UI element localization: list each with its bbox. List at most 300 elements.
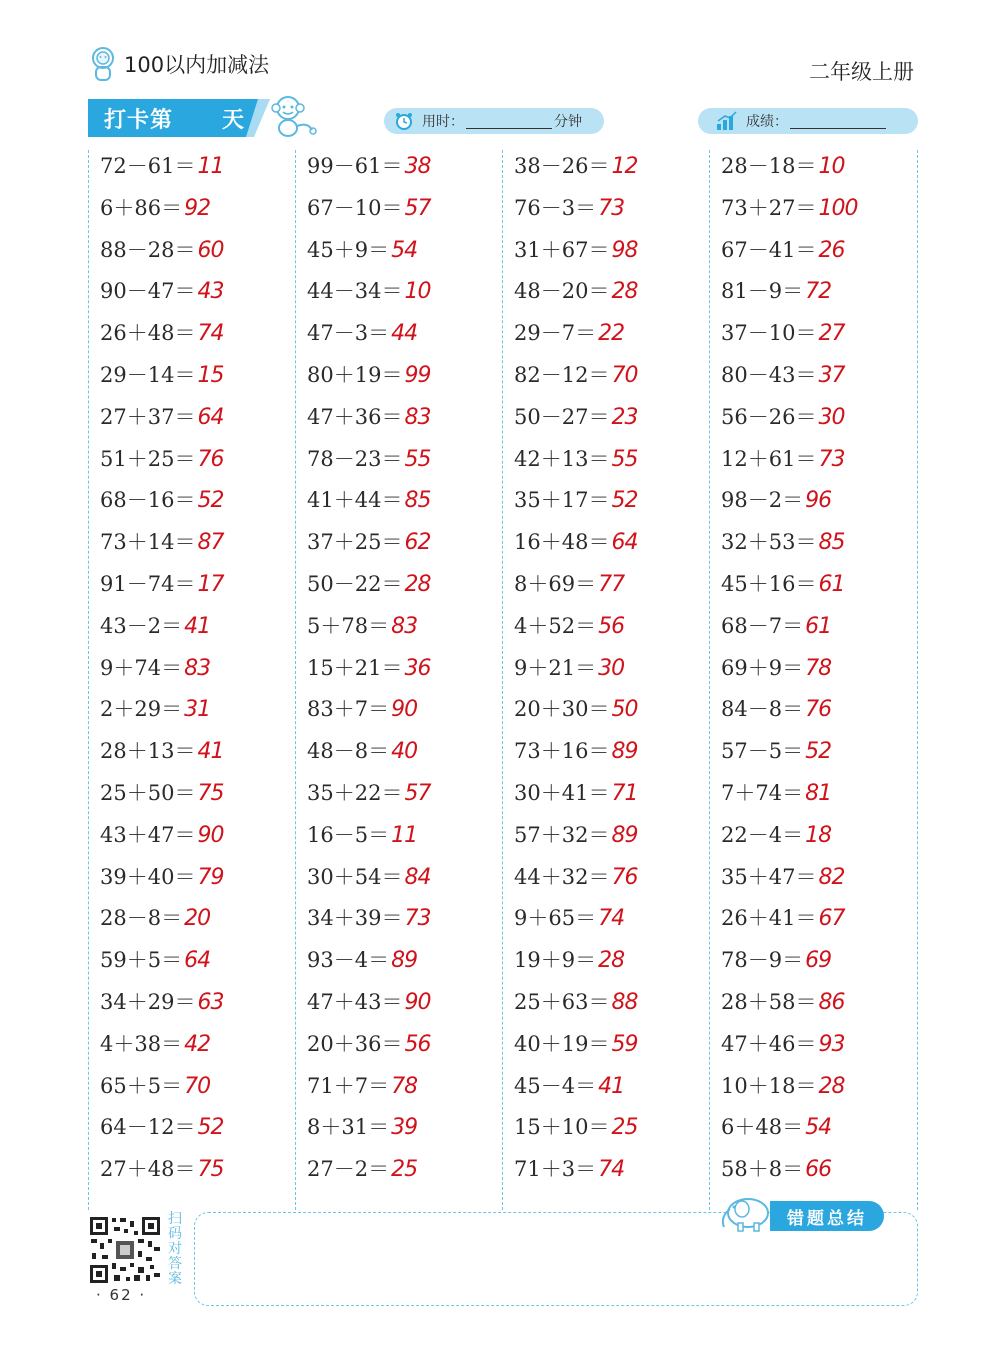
equation-expression: 78－23＝ xyxy=(307,446,403,471)
equation-expression: 45＋9＝ xyxy=(307,237,390,262)
handwritten-answer: 89 xyxy=(391,948,418,974)
equation-expression: 12＋61＝ xyxy=(721,446,817,471)
equation-row xyxy=(307,1028,430,1064)
handwritten-answer: 75 xyxy=(197,781,224,806)
equation-expression: 27＋48＝ xyxy=(100,1157,196,1182)
equation-row xyxy=(307,693,417,729)
equation-row xyxy=(307,819,417,855)
handwritten-answer: 71 xyxy=(611,781,638,806)
handwritten-answer: 56 xyxy=(598,613,625,639)
handwritten-answer: 22 xyxy=(598,321,625,347)
equation-row xyxy=(307,150,430,186)
equation-row xyxy=(307,568,430,604)
equation-expression: 73＋27＝ xyxy=(721,195,817,220)
equation-expression: 15＋10＝ xyxy=(514,1115,610,1140)
equation-row xyxy=(721,1111,831,1147)
handwritten-answer: 84 xyxy=(404,864,431,890)
handwritten-answer: 66 xyxy=(805,1157,832,1183)
equation-row xyxy=(100,861,223,897)
equation-row xyxy=(514,359,637,395)
column-divider xyxy=(917,150,918,1210)
equation-expression: 16－5＝ xyxy=(307,822,390,847)
handwritten-answer: 64 xyxy=(611,530,638,556)
equation-expression: 68－16＝ xyxy=(100,488,196,513)
equation-expression: 99－61＝ xyxy=(307,154,403,178)
equation-expression: 28＋13＝ xyxy=(100,739,196,764)
equation-expression: 91－74＝ xyxy=(100,572,196,596)
equation-row xyxy=(721,652,831,688)
handwritten-answer: 82 xyxy=(818,864,845,890)
equation-row xyxy=(100,652,210,688)
equation-expression: 47＋36＝ xyxy=(307,404,403,429)
equation-expression: 57－5＝ xyxy=(721,739,804,764)
equation-row xyxy=(721,819,831,855)
mistake-summary-tab xyxy=(770,1201,884,1231)
equation-expression: 81－9＝ xyxy=(721,279,804,304)
equation-expression: 58＋8＝ xyxy=(721,1157,804,1182)
equation-expression: 32＋53＝ xyxy=(721,530,817,555)
equation-expression: 80＋19＝ xyxy=(307,363,403,387)
equation-row xyxy=(514,526,637,562)
equation-row xyxy=(100,1111,223,1147)
equation-expression: 78－9＝ xyxy=(721,948,804,973)
handwritten-answer: 100 xyxy=(818,195,858,221)
equation-expression: 82－12＝ xyxy=(514,363,610,387)
equation-row xyxy=(100,944,210,980)
handwritten-answer: 52 xyxy=(805,739,832,765)
equation-expression: 27＋37＝ xyxy=(100,404,196,429)
equation-row xyxy=(100,1070,210,1106)
equation-expression: 59＋5＝ xyxy=(100,948,183,973)
equation-row xyxy=(307,401,430,437)
equation-row xyxy=(721,568,844,604)
equation-expression: 2＋29＝ xyxy=(100,697,183,722)
equation-row xyxy=(721,610,831,646)
handwritten-answer: 28 xyxy=(598,948,625,974)
equation-expression: 38－26＝ xyxy=(514,154,610,178)
grade-label: 二年级上册 xyxy=(809,60,914,84)
equation-expression: 29－7＝ xyxy=(514,321,597,346)
equation-row xyxy=(307,986,430,1022)
equation-row xyxy=(721,1153,831,1189)
equation-row xyxy=(514,568,624,604)
handwritten-answer: 41 xyxy=(598,1073,625,1099)
equation-row xyxy=(514,150,637,186)
equation-expression: 84－8＝ xyxy=(721,697,804,722)
equation-expression: 48－8＝ xyxy=(307,739,390,764)
handwritten-answer: 99 xyxy=(404,363,431,388)
equation-row xyxy=(721,735,831,771)
equation-expression: 71＋3＝ xyxy=(514,1157,597,1182)
equation-row xyxy=(100,819,223,855)
time-blank-line xyxy=(466,114,552,129)
equation-row xyxy=(514,1111,637,1147)
handwritten-answer: 25 xyxy=(391,1157,418,1183)
handwritten-answer: 54 xyxy=(391,237,418,263)
column-divider xyxy=(502,150,503,1210)
handwritten-answer: 28 xyxy=(404,572,431,597)
equation-expression: 6＋48＝ xyxy=(721,1115,804,1140)
handwritten-answer: 57 xyxy=(404,195,431,221)
equation-row xyxy=(100,150,223,186)
handwritten-answer: 20 xyxy=(184,906,211,932)
handwritten-answer: 52 xyxy=(197,488,224,514)
equation-row xyxy=(721,1028,844,1064)
equation-expression: 7＋74＝ xyxy=(721,781,804,805)
equation-row xyxy=(514,986,637,1022)
equation-row xyxy=(514,401,637,437)
handwritten-answer: 92 xyxy=(184,195,211,221)
page-number: · 62 · xyxy=(96,1286,147,1304)
equation-expression: 73＋14＝ xyxy=(100,530,196,555)
handwritten-answer: 15 xyxy=(197,363,224,388)
handwritten-answer: 59 xyxy=(611,1031,638,1057)
monkey-mascot-icon xyxy=(268,94,318,138)
handwritten-answer: 61 xyxy=(818,572,845,597)
equation-expression: 30＋41＝ xyxy=(514,781,610,805)
equation-expression: 40＋19＝ xyxy=(514,1031,610,1056)
handwritten-answer: 74 xyxy=(598,906,625,932)
handwritten-answer: 90 xyxy=(197,822,224,848)
equation-expression: 57＋32＝ xyxy=(514,822,610,847)
equation-row xyxy=(514,1153,624,1189)
equation-row xyxy=(514,902,624,938)
equation-expression: 43－2＝ xyxy=(100,613,183,638)
equation-row xyxy=(721,234,844,270)
handwritten-answer: 88 xyxy=(611,990,638,1015)
book-title: 100以内加减法 xyxy=(124,53,270,77)
handwritten-answer: 28 xyxy=(818,1073,845,1099)
equation-row xyxy=(721,986,844,1022)
time-label: 用时： xyxy=(422,114,464,130)
handwritten-answer: 89 xyxy=(611,739,638,765)
bar-chart-icon xyxy=(716,111,738,131)
column-divider xyxy=(88,150,89,1210)
equation-row xyxy=(514,443,637,479)
equation-expression: 30＋54＝ xyxy=(307,864,403,889)
handwritten-answer: 86 xyxy=(818,990,845,1015)
equation-row xyxy=(307,652,430,688)
handwritten-answer: 73 xyxy=(404,906,431,932)
handwritten-answer: 74 xyxy=(197,321,224,347)
mistake-summary-label: 错题总结 xyxy=(787,1208,867,1229)
equation-row xyxy=(721,944,831,980)
equation-expression: 83＋7＝ xyxy=(307,697,390,722)
handwritten-answer: 81 xyxy=(805,781,832,806)
time-used-field xyxy=(384,108,604,134)
score-label: 成绩： xyxy=(746,114,788,130)
handwritten-answer: 41 xyxy=(197,739,224,765)
equation-expression: 16＋48＝ xyxy=(514,530,610,555)
handwritten-answer: 43 xyxy=(197,279,224,305)
handwritten-answer: 76 xyxy=(611,864,638,890)
equation-expression: 90－47＝ xyxy=(100,279,196,304)
equation-expression: 71＋7＝ xyxy=(307,1073,390,1098)
equation-row xyxy=(307,234,417,270)
handwritten-answer: 36 xyxy=(404,655,431,681)
equation-row xyxy=(307,1153,417,1189)
equation-row xyxy=(307,861,430,897)
handwritten-answer: 67 xyxy=(818,906,845,932)
equation-expression: 45－4＝ xyxy=(514,1073,597,1098)
equation-expression: 8＋31＝ xyxy=(307,1115,390,1140)
handwritten-answer: 69 xyxy=(805,948,832,974)
equation-row xyxy=(100,986,223,1022)
handwritten-answer: 90 xyxy=(404,990,431,1015)
equation-row xyxy=(307,192,430,228)
equation-row xyxy=(721,192,857,228)
equation-expression: 20＋36＝ xyxy=(307,1031,403,1056)
equation-expression: 35＋17＝ xyxy=(514,488,610,513)
equation-row xyxy=(307,275,430,311)
equation-expression: 10＋18＝ xyxy=(721,1073,817,1098)
handwritten-answer: 61 xyxy=(805,613,832,639)
handwritten-answer: 76 xyxy=(805,697,832,723)
equation-expression: 73＋16＝ xyxy=(514,739,610,764)
book-header xyxy=(88,46,269,82)
equation-row xyxy=(721,1070,844,1106)
handwritten-answer: 38 xyxy=(404,154,431,179)
equation-expression: 48－20＝ xyxy=(514,279,610,304)
equation-expression: 56－26＝ xyxy=(721,404,817,429)
handwritten-answer: 23 xyxy=(611,404,638,430)
handwritten-answer: 72 xyxy=(805,279,832,305)
lion-mascot-icon xyxy=(88,46,118,82)
equation-expression: 9＋65＝ xyxy=(514,906,597,931)
equation-expression: 27－2＝ xyxy=(307,1157,390,1182)
equation-expression: 41＋44＝ xyxy=(307,488,403,513)
equation-row xyxy=(721,359,844,395)
equation-expression: 80－43＝ xyxy=(721,363,817,387)
handwritten-answer: 50 xyxy=(611,697,638,723)
equation-expression: 47＋43＝ xyxy=(307,990,403,1014)
equation-row xyxy=(721,902,844,938)
equation-row xyxy=(721,150,844,186)
handwritten-answer: 28 xyxy=(611,279,638,305)
equation-row xyxy=(514,735,637,771)
equation-expression: 51＋25＝ xyxy=(100,446,196,471)
equation-expression: 42＋13＝ xyxy=(514,446,610,471)
handwritten-answer: 30 xyxy=(598,655,625,681)
equation-row xyxy=(721,401,844,437)
handwritten-answer: 60 xyxy=(197,237,224,263)
equation-row xyxy=(100,902,210,938)
equation-expression: 50－27＝ xyxy=(514,404,610,429)
equation-row xyxy=(100,1028,210,1064)
equation-row xyxy=(100,777,223,813)
handwritten-answer: 83 xyxy=(184,655,211,681)
equation-row xyxy=(100,693,210,729)
column-divider xyxy=(709,150,710,1210)
equation-expression: 64－12＝ xyxy=(100,1115,196,1140)
equation-row xyxy=(514,234,637,270)
equation-expression: 69＋9＝ xyxy=(721,655,804,680)
equation-expression: 88－28＝ xyxy=(100,237,196,262)
handwritten-answer: 76 xyxy=(197,446,224,472)
handwritten-answer: 25 xyxy=(611,1115,638,1141)
qr-code-icon[interactable] xyxy=(88,1215,162,1285)
handwritten-answer: 56 xyxy=(404,1031,431,1057)
equation-expression: 15＋21＝ xyxy=(307,655,403,680)
handwritten-answer: 78 xyxy=(391,1073,418,1099)
equation-expression: 98－2＝ xyxy=(721,488,804,513)
handwritten-answer: 52 xyxy=(197,1115,224,1141)
equation-row xyxy=(721,777,831,813)
handwritten-answer: 77 xyxy=(598,572,625,597)
equation-row xyxy=(100,568,223,604)
equation-expression: 31＋67＝ xyxy=(514,237,610,262)
equation-row xyxy=(100,735,223,771)
equation-expression: 37＋25＝ xyxy=(307,530,403,555)
equation-expression: 93－4＝ xyxy=(307,948,390,973)
equation-expression: 9＋21＝ xyxy=(514,655,597,680)
handwritten-answer: 70 xyxy=(611,363,638,388)
handwritten-answer: 96 xyxy=(805,488,832,514)
handwritten-answer: 26 xyxy=(818,237,845,263)
column-divider xyxy=(295,150,296,1210)
equation-row xyxy=(514,652,624,688)
handwritten-answer: 83 xyxy=(404,404,431,430)
handwritten-answer: 63 xyxy=(197,990,224,1015)
handwritten-answer: 12 xyxy=(611,154,638,179)
equation-row xyxy=(514,317,624,353)
handwritten-answer: 79 xyxy=(197,864,224,890)
equation-expression: 44＋32＝ xyxy=(514,864,610,889)
handwritten-answer: 10 xyxy=(404,279,431,305)
equation-expression: 68－7＝ xyxy=(721,613,804,638)
handwritten-answer: 11 xyxy=(197,154,224,179)
score-field xyxy=(698,108,918,134)
equation-row xyxy=(100,484,223,520)
punch-in-banner xyxy=(88,99,268,137)
equation-expression: 45＋16＝ xyxy=(721,572,817,596)
equation-row xyxy=(307,443,430,479)
equation-expression: 26＋48＝ xyxy=(100,321,196,346)
equation-row xyxy=(307,902,430,938)
equation-row xyxy=(100,526,223,562)
equation-expression: 8＋69＝ xyxy=(514,572,597,596)
equation-expression: 67－10＝ xyxy=(307,195,403,220)
equation-row xyxy=(307,610,417,646)
handwritten-answer: 57 xyxy=(404,781,431,806)
equation-row xyxy=(721,443,844,479)
handwritten-answer: 55 xyxy=(404,446,431,472)
equation-expression: 26＋41＝ xyxy=(721,906,817,931)
equation-expression: 28－8＝ xyxy=(100,906,183,931)
handwritten-answer: 73 xyxy=(598,195,625,221)
equation-row xyxy=(100,317,223,353)
equation-row xyxy=(514,192,624,228)
equation-row xyxy=(721,693,831,729)
equation-expression: 29－14＝ xyxy=(100,363,196,387)
equation-row xyxy=(100,610,210,646)
handwritten-answer: 11 xyxy=(391,822,418,848)
equation-row xyxy=(514,484,637,520)
handwritten-answer: 93 xyxy=(818,1031,845,1057)
equation-row xyxy=(514,819,637,855)
equation-row xyxy=(721,317,844,353)
handwritten-answer: 41 xyxy=(184,613,211,639)
equation-row xyxy=(100,234,223,270)
handwritten-answer: 54 xyxy=(805,1115,832,1141)
equation-expression: 5＋78＝ xyxy=(307,613,390,638)
equation-expression: 43＋47＝ xyxy=(100,822,196,847)
handwritten-answer: 40 xyxy=(391,739,418,765)
equation-expression: 28＋58＝ xyxy=(721,990,817,1014)
equation-row xyxy=(307,484,430,520)
handwritten-answer: 83 xyxy=(391,613,418,639)
handwritten-answer: 42 xyxy=(184,1031,211,1057)
equation-expression: 76－3＝ xyxy=(514,195,597,220)
alarm-clock-icon xyxy=(394,111,414,131)
equation-expression: 35＋22＝ xyxy=(307,781,403,805)
equation-expression: 67－41＝ xyxy=(721,237,817,262)
equation-row xyxy=(514,777,637,813)
handwritten-answer: 37 xyxy=(818,363,845,388)
handwritten-answer: 85 xyxy=(818,530,845,556)
equation-row xyxy=(307,1111,417,1147)
equation-row xyxy=(514,1028,637,1064)
score-blank-line xyxy=(790,114,886,129)
handwritten-answer: 31 xyxy=(184,697,211,723)
equation-expression: 25＋63＝ xyxy=(514,990,610,1014)
equation-expression: 28－18＝ xyxy=(721,154,817,178)
equation-row xyxy=(721,275,831,311)
handwritten-answer: 78 xyxy=(805,655,832,681)
equation-row xyxy=(514,1070,624,1106)
handwritten-answer: 52 xyxy=(611,488,638,514)
equation-row xyxy=(307,317,417,353)
equation-row xyxy=(721,484,831,520)
handwritten-answer: 18 xyxy=(805,822,832,848)
equation-expression: 72－61＝ xyxy=(100,154,196,178)
handwritten-answer: 70 xyxy=(184,1073,211,1099)
equation-row xyxy=(514,275,637,311)
equation-grid xyxy=(88,150,918,1210)
equation-expression: 44－34＝ xyxy=(307,279,403,304)
handwritten-answer: 27 xyxy=(818,321,845,347)
elephant-mascot-icon xyxy=(718,1195,774,1233)
equation-row xyxy=(100,275,223,311)
equation-row xyxy=(514,693,637,729)
equation-row xyxy=(100,443,223,479)
equation-expression: 4＋52＝ xyxy=(514,613,597,638)
equation-row xyxy=(721,861,844,897)
handwritten-answer: 89 xyxy=(611,822,638,848)
equation-row xyxy=(100,401,223,437)
equation-row xyxy=(307,526,430,562)
equation-expression: 47－3＝ xyxy=(307,321,390,346)
handwritten-answer: 39 xyxy=(391,1115,418,1141)
equation-expression: 34＋39＝ xyxy=(307,906,403,931)
equation-row xyxy=(100,192,210,228)
handwritten-answer: 30 xyxy=(818,404,845,430)
time-unit-label: 分钟 xyxy=(554,114,582,130)
scan-for-answers-label: 扫码对答案 xyxy=(168,1211,182,1287)
equation-expression: 20＋30＝ xyxy=(514,697,610,722)
equation-row xyxy=(307,735,417,771)
equation-row xyxy=(100,1153,223,1189)
handwritten-answer: 62 xyxy=(404,530,431,556)
punch-in-day-label: 天 xyxy=(222,108,245,133)
equation-row xyxy=(514,944,624,980)
handwritten-answer: 64 xyxy=(184,948,211,974)
equation-expression: 25＋50＝ xyxy=(100,781,196,805)
equation-expression: 19＋9＝ xyxy=(514,948,597,973)
handwritten-answer: 75 xyxy=(197,1157,224,1183)
handwritten-answer: 10 xyxy=(818,154,845,179)
handwritten-answer: 87 xyxy=(197,530,224,556)
